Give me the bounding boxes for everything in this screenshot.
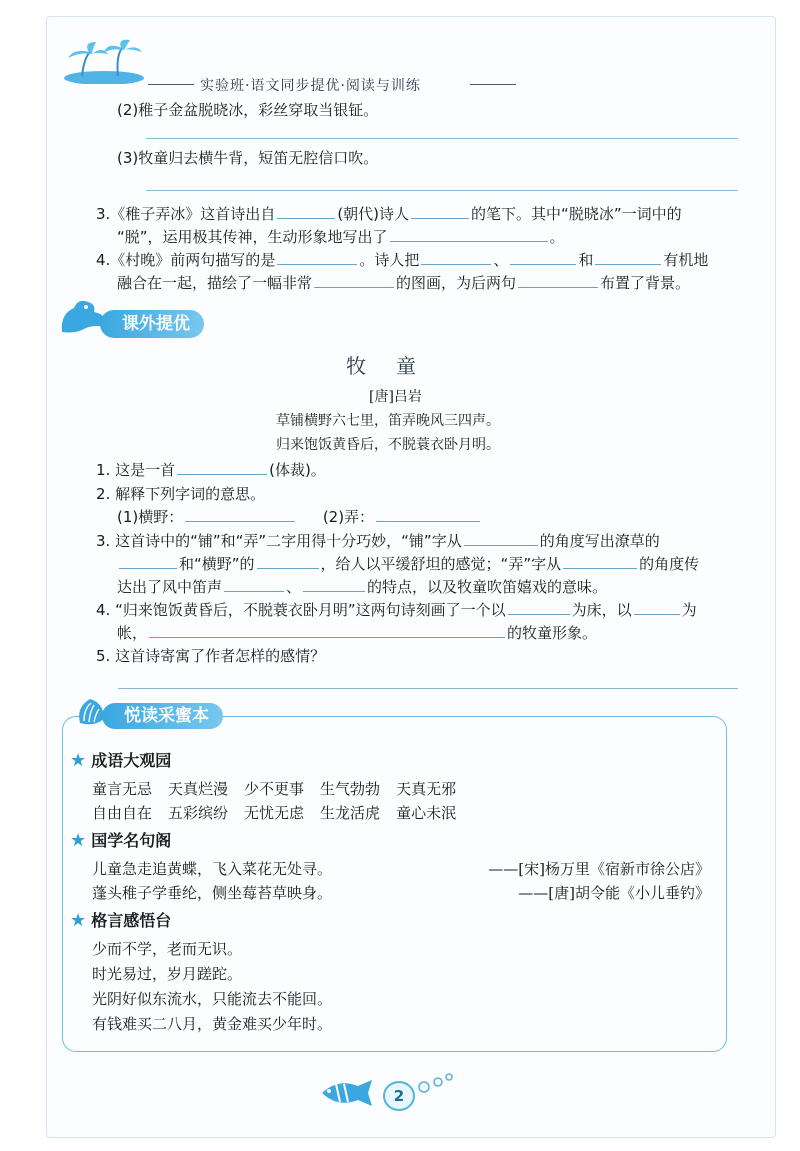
q3-line-1: 3.《稚子弄冰》这首诗出自 (朝代)诗人 的笔下。其中“脱晓冰”一词中的: [96, 205, 682, 223]
answer-line: [146, 138, 738, 139]
section-tag-reading: 悦读采蜜本: [102, 703, 223, 729]
answer-blank[interactable]: [303, 577, 365, 592]
answer-blank[interactable]: [634, 600, 680, 615]
answer-blank[interactable]: [224, 577, 284, 592]
bubbles-icon: [416, 1072, 456, 1094]
answer-blank[interactable]: [185, 507, 295, 522]
classic-line-2: 蓬头稚子学垂纶，侧坐莓苔草映身。: [92, 884, 333, 902]
answer-blank[interactable]: [508, 600, 570, 615]
maxim-line: 光阴好似东流水，只能流去不能回。: [92, 990, 333, 1008]
fish-icon: [316, 1076, 376, 1110]
star-icon: ★: [70, 830, 87, 851]
q2-item-2: (2)稚子金盆脱晓冰，彩丝穿取当银钲。: [117, 101, 379, 119]
maxim-line: 少而不学，老而无识。: [92, 940, 243, 958]
header-rule-right: [470, 84, 516, 85]
answer-blank[interactable]: [595, 250, 661, 265]
answer-blank[interactable]: [314, 273, 394, 288]
header-rule-left: [148, 84, 194, 85]
idioms-row-2: 自由自在 五彩缤纷 无忧无虑 生龙活虎 童心未泯: [92, 804, 457, 822]
answer-blank[interactable]: [518, 273, 598, 288]
idioms-heading: ★ 成语大观园: [70, 750, 172, 771]
answer-blank[interactable]: [390, 227, 548, 242]
answer-blank[interactable]: [177, 460, 267, 475]
p2-q4-line-2: 帐， 的牧童形象。: [117, 624, 598, 642]
p2-q3-line-3: 达出了风中笛声 、 的特点，以及牧童吹笛嬉戏的意味。: [117, 578, 608, 596]
poem-line-1: 草铺横野六七里，笛弄晚风三四声。: [276, 413, 500, 429]
classic-source-1: ——[宋]杨万里《宿新市徐公店》: [488, 860, 710, 878]
palm-island-icon: [60, 38, 148, 84]
classic-line-1: 儿童急走追黄蝶，飞入菜花无处寻。: [92, 860, 333, 878]
section-tag-extra: 课外提优: [100, 310, 204, 338]
p2-q3-line-1: 3. 这首诗中的“铺”和“弄”二字用得十分巧妙，“铺”字从 的角度写出潦草的: [96, 532, 660, 550]
answer-line: [146, 190, 738, 191]
p2-q4-line-1: 4. “归来饱饭黄昏后，不脱蓑衣卧月明”这两句诗刻画了一个以 为床，以 为: [96, 601, 697, 619]
p2-q2-items: (1)横野： (2)弄：: [117, 507, 482, 527]
p2-q1: 1. 这是一首 (体裁)。: [96, 461, 326, 479]
classics-heading: ★ 国学名句阁: [70, 830, 172, 851]
p2-q5: 5. 这首诗寄寓了作者怎样的感情？: [96, 647, 326, 665]
answer-blank[interactable]: [119, 554, 177, 569]
header-title: 实验班·语文同步提优·阅读与训练: [200, 78, 421, 94]
answer-blank[interactable]: [510, 250, 576, 265]
classic-source-2: ——[唐]胡令能《小儿垂钓》: [518, 884, 710, 902]
star-icon: ★: [70, 750, 87, 771]
answer-blank[interactable]: [421, 250, 491, 265]
page-number: 2: [383, 1081, 415, 1111]
maxim-line: 时光易过，岁月蹉跎。: [92, 965, 243, 983]
poem-line-2: 归来饱饭黄昏后，不脱蓑衣卧月明。: [276, 437, 500, 453]
idioms-row-1: 童言无忌 天真烂漫 少不更事 生气勃勃 天真无邪: [92, 780, 457, 798]
p2-q2: 2. 解释下列字词的意思。: [96, 485, 266, 503]
p2-q3-line-2: 和“横野”的 ，给人以平缓舒坦的感觉；“弄”字从 的角度传: [117, 554, 699, 574]
q2-item-3: (3)牧童归去横牛背，短笛无腔信口吹。: [117, 149, 379, 167]
answer-blank[interactable]: [257, 554, 319, 569]
q4-line-2: 融合在一起，描绘了一幅非常 的图画，为后两句 布置了背景。: [117, 274, 691, 292]
answer-blank[interactable]: [277, 204, 335, 219]
q3-line-2: “脱”，运用极其传神，生动形象地写出了 。: [117, 228, 565, 246]
star-icon: ★: [70, 910, 87, 931]
q4-line-1: 4.《村晚》前两句描写的是 。诗人把 、 和 有机地: [96, 251, 709, 269]
answer-line: [118, 688, 738, 689]
answer-blank[interactable]: [411, 204, 469, 219]
answer-blank[interactable]: [563, 554, 637, 569]
poem-title: 牧童: [346, 354, 446, 378]
maxims-heading: ★ 格言感悟台: [70, 910, 172, 931]
poem-author: [唐]吕岩: [369, 389, 422, 405]
answer-blank[interactable]: [464, 531, 538, 546]
answer-blank[interactable]: [277, 250, 357, 265]
answer-blank[interactable]: [376, 507, 480, 522]
answer-blank[interactable]: [149, 623, 505, 638]
maxim-line: 有钱难买二八月，黄金难买少年时。: [92, 1015, 333, 1033]
